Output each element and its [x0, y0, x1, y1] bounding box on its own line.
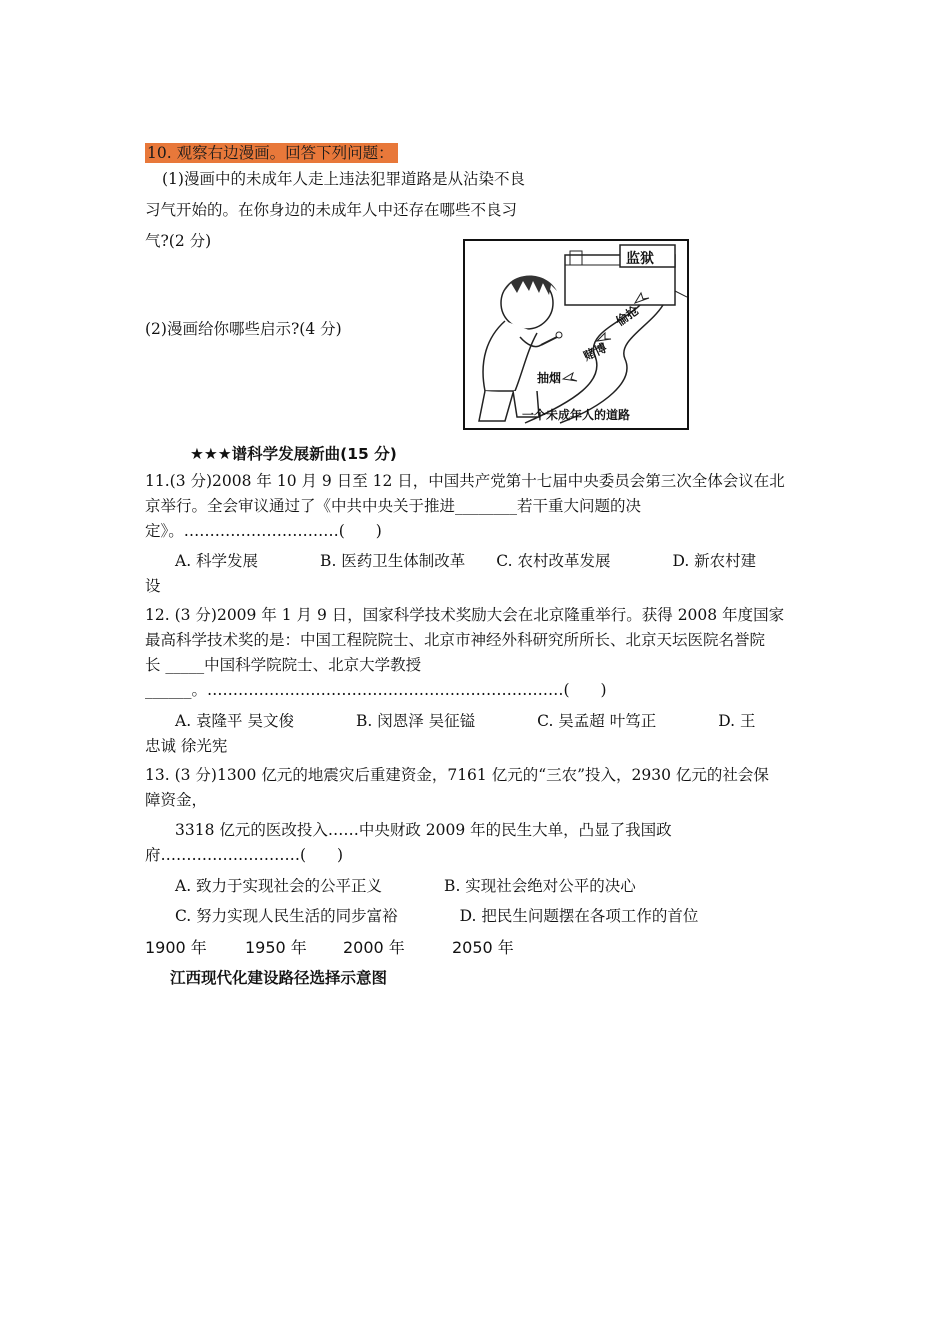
q11-line3: 定》。…………………………( ) [145, 522, 382, 540]
comic-drawing [465, 241, 687, 428]
q12-line1: 12. (3 分)2009 年 1 月 9 日，国家科学技术奖励大会在北京隆重举行。获得 2008 年度国家 [145, 606, 785, 624]
q13-options-cd: C. 努力实现人民生活的同步富裕 D. 把民生问题摆在各项工作的首位 [175, 907, 699, 925]
timeline-year-2000: 2000 年 [343, 938, 405, 957]
path-word-gambling: 赌博 [581, 340, 610, 364]
q12-line2: 最高科学技术奖的是：中国工程院院士、北京市神经外科研究所所长、北京天坛医院名誉院 [145, 631, 766, 649]
q11-line1: 11.(3 分)2008 年 10 月 9 日至 12 日，中国共产党第十七届中央委员会第三次全体会议在北 [145, 472, 785, 490]
q11-options-cont: 设 [145, 577, 161, 595]
comic-caption: 一个未成年人的道路 [521, 408, 630, 422]
q10-part1-line1: (1)漫画中的未成年人走上违法犯罪道路是从沾染不良 [162, 170, 525, 188]
path-word-stealing: 偷抢 [613, 303, 642, 329]
q11-line2: 京举行。全会审议通过了《中共中央关于推进________若干重大问题的决 [145, 497, 642, 515]
path-word-smoking: 抽烟 [537, 371, 562, 385]
q13-line1: 13. (3 分)1300 亿元的地震灾后重建资金，7161 亿元的“三农”投入，2930 亿元的社会保 [145, 766, 769, 784]
q10-title: 10. 观察右边漫画。回答下列问题： [145, 143, 398, 163]
q12-options: A. 袁隆平 吴文俊 B. 闵恩泽 吴征镒 C. 吴孟超 叶笃正 D. 王 [175, 712, 756, 730]
q10-part1-line3: 气?(2 分) [145, 232, 212, 250]
timeline-year-2050: 2050 年 [452, 938, 514, 957]
prison-sign: 监狱 [626, 251, 654, 267]
q12-options-cont: 忠诚 徐光宪 [145, 737, 228, 755]
section-title: ★★★谱科学发展新曲(15 分) [190, 445, 397, 463]
q13-options-ab: A. 致力于实现社会的公平正义 B. 实现社会绝对公平的决心 [175, 877, 636, 895]
q13-line2: 障资金， [145, 791, 208, 809]
q12-line3: 长 _____中国科学院院士、北京大学教授 [145, 656, 422, 674]
comic-illustration [463, 239, 689, 430]
q12-line4: ______。……………………………………………………………( ) [145, 681, 607, 699]
q13-line3: 3318 亿元的医改投入……中央财政 2009 年的民生大单，凸显了我国政 [175, 821, 672, 839]
timeline-year-1950: 1950 年 [245, 938, 307, 957]
timeline-title: 江西现代化建设路径选择示意图 [170, 969, 388, 987]
timeline-year-1900: 1900 年 [145, 938, 207, 957]
q13-line4: 府………………………( ) [145, 846, 344, 864]
q10-part2: (2)漫画给你哪些启示?(4 分) [145, 320, 342, 338]
q11-options: A. 科学发展 B. 医药卫生体制改革 C. 农村改革发展 D. 新农村建 [175, 552, 757, 570]
q10-part1-line2: 习气开始的。在你身边的未成年人中还存在哪些不良习 [145, 201, 518, 219]
